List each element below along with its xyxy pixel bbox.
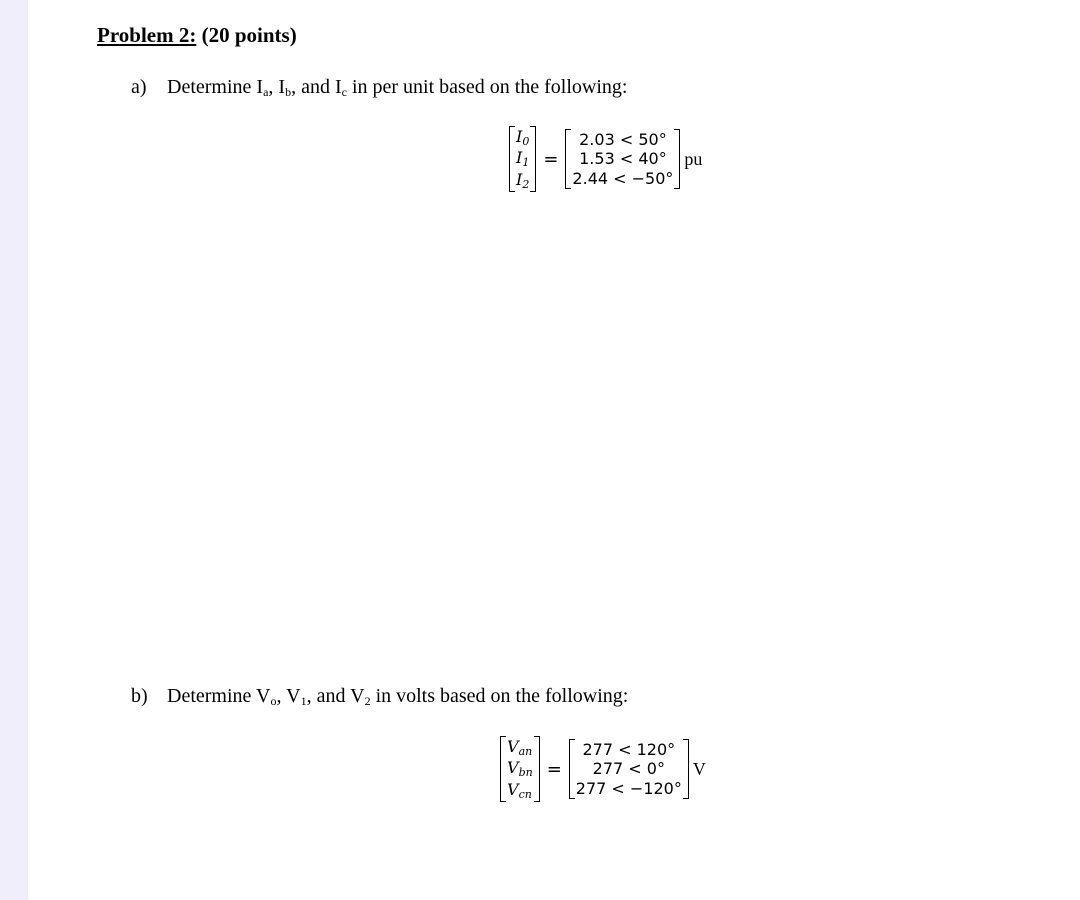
- current-values-vector: [565, 129, 680, 190]
- left-margin-strip: [0, 0, 28, 900]
- equation-b: [500, 736, 706, 802]
- unit-label: V: [692, 758, 706, 779]
- part-a-prompt: a) Determine $I_a$, $I_b$, and $I_c$ in per unit based on the following:: [131, 76, 628, 99]
- vector-entry-i2: $I_2$: [516, 169, 530, 191]
- vector-entry-vcn: $V_{cn}$: [507, 779, 532, 801]
- part-b-prompt: b) Determine $V_o$, $V_1$, and $V_2$ in volts based on the following:: [131, 685, 629, 708]
- value-entry: 2.44 < −50°: [572, 168, 674, 188]
- part-a-label: a): [131, 76, 147, 98]
- vector-entry-van: $V_{an}$: [507, 737, 533, 758]
- vector-entry-i1: $I_1$: [516, 148, 530, 170]
- problem-title: Problem 2:: [97, 23, 197, 47]
- value-entry: 1.53 < 40°: [579, 149, 667, 169]
- voltage-values-vector: [569, 739, 689, 800]
- vector-entry-i0: $I_0$: [516, 127, 530, 148]
- value-entry: 2.03 < 50°: [579, 129, 667, 149]
- equation-a: [509, 126, 702, 192]
- part-b-label: b): [131, 685, 148, 707]
- problem-heading: [97, 23, 297, 48]
- unit-label: pu: [684, 148, 703, 169]
- current-vector: [509, 126, 536, 192]
- voltage-vector: [500, 736, 540, 802]
- problem-points: (20 points): [201, 23, 297, 47]
- vector-entry-vbn: $V_{bn}$: [507, 758, 533, 780]
- value-entry: 277 < 0°: [592, 759, 665, 779]
- equals-sign: =: [546, 758, 562, 780]
- equals-sign: =: [543, 148, 559, 170]
- value-entry: 277 < 120°: [582, 739, 676, 759]
- value-entry: 277 < −120°: [575, 778, 682, 798]
